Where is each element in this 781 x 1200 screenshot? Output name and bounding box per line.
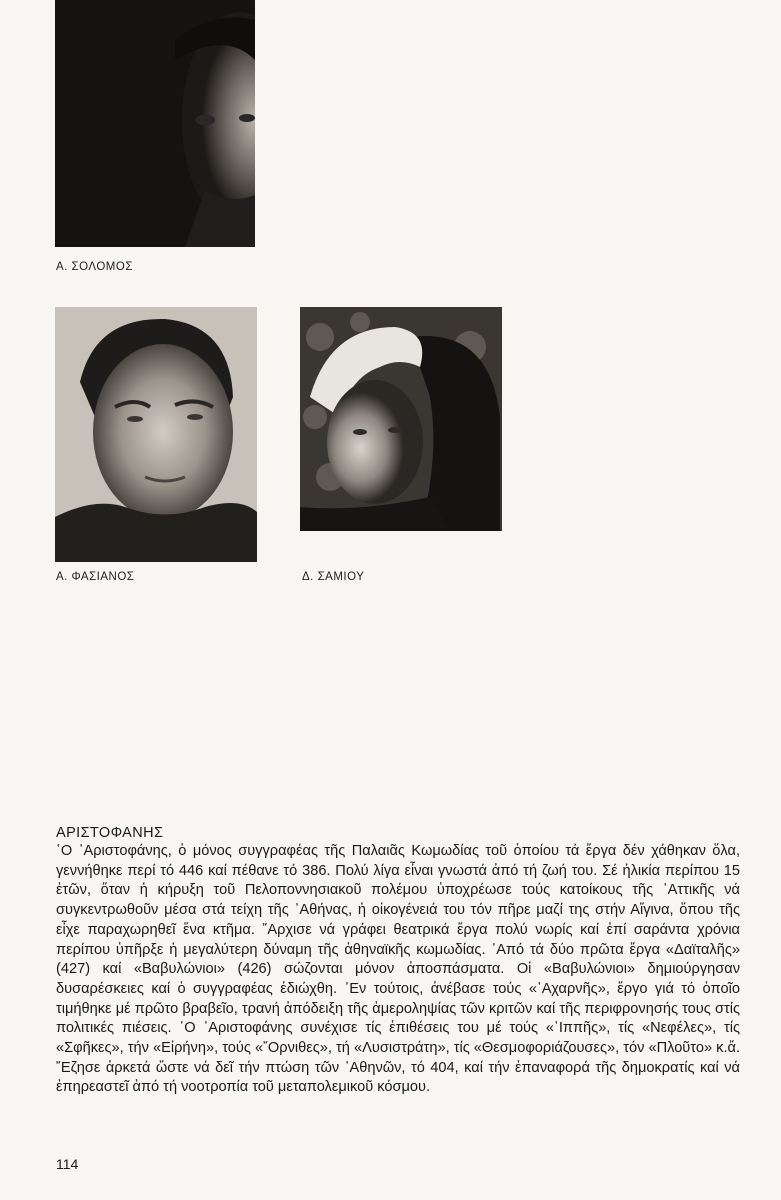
portrait-image: [300, 307, 502, 531]
portrait-image: [55, 307, 257, 562]
article-title: ΑΡΙΣΤΟΦΑΝΗΣ: [56, 825, 164, 841]
portrait-photo-samiou: [300, 307, 502, 531]
photo-caption: Α. ΣΟΛΟΜΟΣ: [56, 261, 133, 273]
portrait-image: [55, 0, 255, 247]
article-paragraph: ῾Ο ᾿Αριστοφάνης, ὁ μόνος συγγραφέας τῆς Παλαιᾶς Κωμωδίας τοῦ ὁποίου τά ἔργα δέν χάθηκαν ὅλα, γεννήθηκε περί τό 446 καί πέθανε τό 386. Πολύ λίγα εἶναι γνωστά ἀπό τή ζωή του. Σέ ἡλικία περίπου 15 ἐτῶν, ὅταν ἡ κήρυξη τοῦ Πελοποννησιακοῦ πολέμου ὑποχρέωσε τούς κατοίκους τῆς ᾿Αττικῆς νά συγκεντρωθοῦν μέσα στά τείχη τῆς ᾿Αθήνας, ἡ οἰκογένειά του τόν πῆρε μαζί της στήν Αἴγινα, ὅπου τῆς εἶχε παραχωρηθεῖ ἕνα κτῆμα. ῎Αρχισε νά γράφει θεατρικά ἔργα πολύ νωρίς καί ἐπί σαράντα χρόνια περίπου ὑπῆρξε ἡ μεγαλύτερη δύναμη τῆς ἀθηναϊκῆς κωμωδίας. ᾿Από τά δύο πρῶτα ἔργα «Δαϊταλῆς» (427) καί «Βαβυλώνιοι» (426) σώζονται μόνον ἀποσπάσματα. Οἱ «Βαβυλώνιοι» δημιούργησαν δυσαρέσκειες καί ὁ συγγραφέας ἐδιώχθη. ᾿Εν τούτοις, ἀνέβασε τούς «᾿Αχαρνῆς», ἔργο γιά τό ὁποῖο τιμήθηκε μέ πρῶτο βραβεῖο, τρανή ἀπόδειξη τῆς ἀμεροληψίας τῶν κριτῶν καί τῆς περιφρονησής τους στίς πολιτικές πιέσεις. ῾Ο ᾿Αριστοφάνης συνέχισε τίς ἐπιθέσεις του μέ τούς «῾Ιππῆς», τίς «Νεφέλες», τίς «Σφῆκες», τήν «Εἰρήνη», τούς «῎Ορνιθες», τή «Λυσιστράτη», τίς «Θεσμοφοριάζουσες», τόν «Πλοῦτο» κ.ἄ. ῎Εζησε ἀρκετά ὥστε νά δεῖ τήν πτώση τῶν ᾿Αθηνῶν, τό 404, καί τήν ἐπαναφορά τῆς δημοκρατίς καί νά ἐπηρεαστεῖ ἀπό τή νοοτροπία τοῦ μεταπολεμικοῦ κόσμου.: [56, 843, 740, 1096]
portrait-photo-fasianos: [55, 307, 257, 562]
article-body: [56, 842, 740, 1098]
photo-caption: Α. ΦΑΣΙΑΝΟΣ: [56, 571, 135, 583]
portrait-photo-solomos: [55, 0, 255, 247]
page-number: 114: [56, 1156, 79, 1172]
photo-caption: Δ. ΣΑΜΙΟΥ: [302, 571, 365, 583]
